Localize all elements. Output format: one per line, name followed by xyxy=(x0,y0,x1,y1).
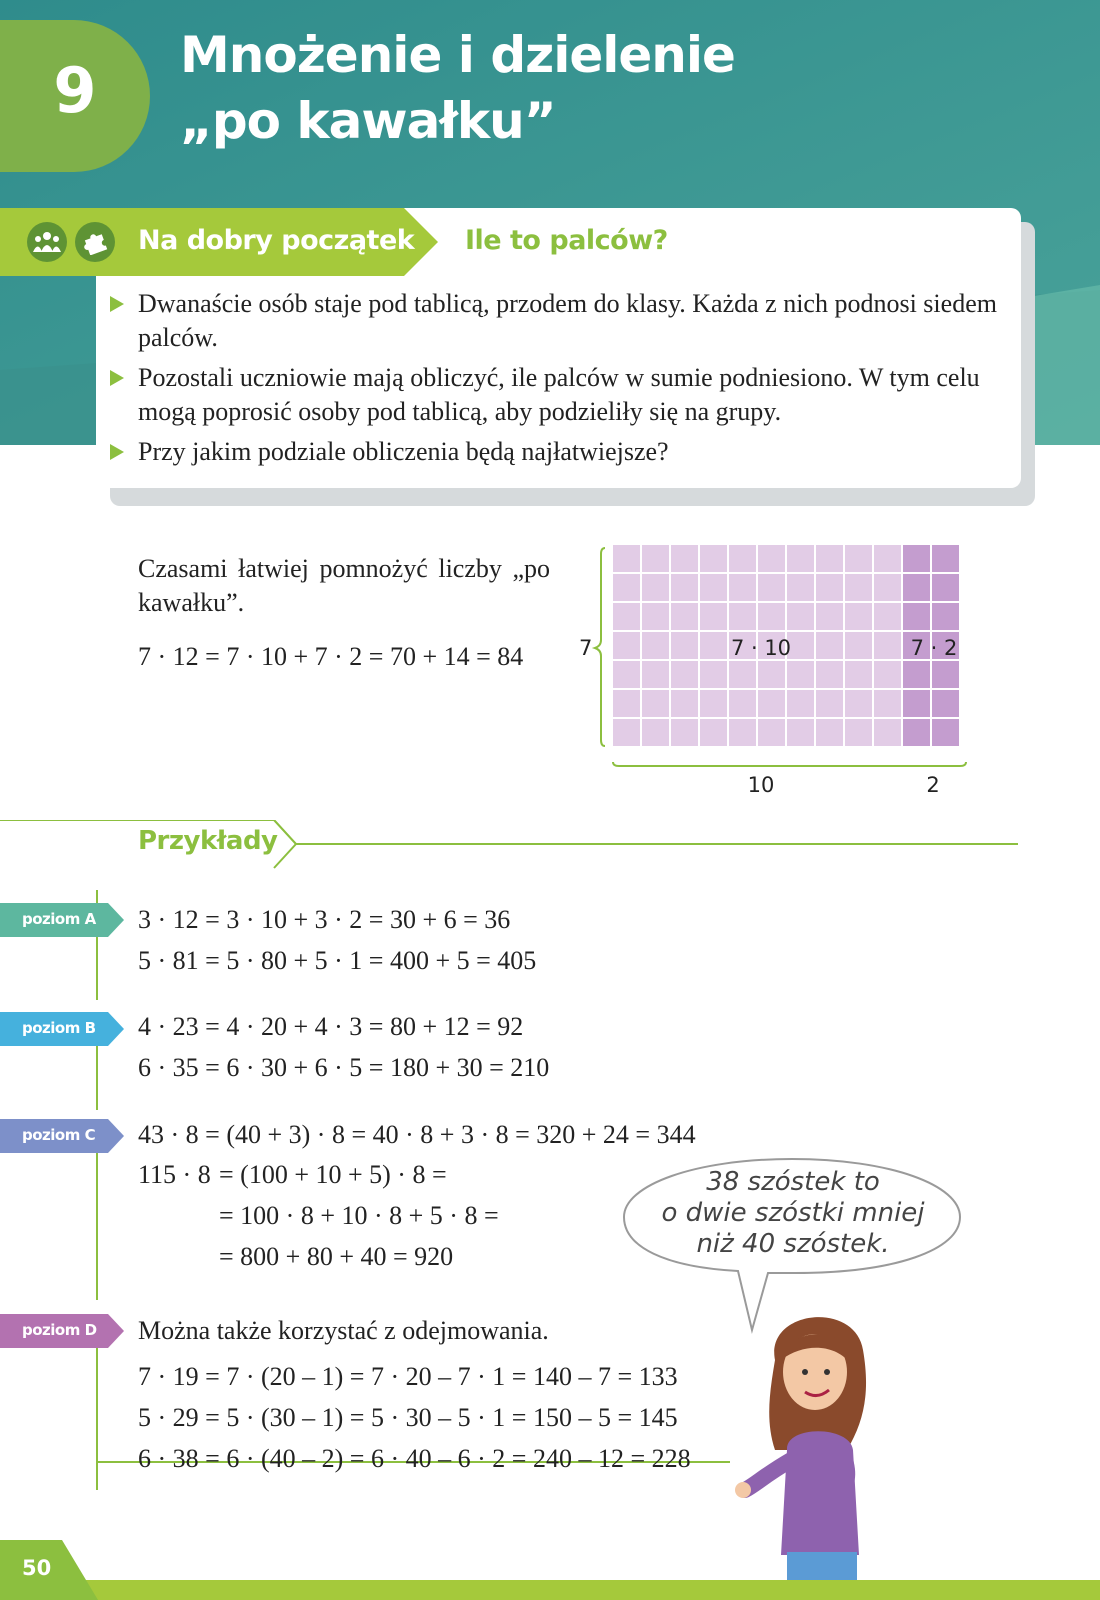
grid-cell xyxy=(874,632,901,659)
grid-cell xyxy=(758,690,785,717)
grid-cell xyxy=(613,661,640,688)
grid-cell xyxy=(874,574,901,601)
grid-cell xyxy=(845,603,872,630)
example-line: 5 · 81 = 5 · 80 + 5 · 1 = 400 + 5 = 405 xyxy=(138,946,537,975)
level-tag-label: poziom D xyxy=(22,1321,97,1339)
grid-cell xyxy=(729,545,756,572)
grid-cell xyxy=(671,545,698,572)
level-tag-d xyxy=(0,1314,124,1348)
level-line xyxy=(96,1140,98,1300)
page-number: 50 xyxy=(22,1556,52,1580)
grid-cell xyxy=(787,719,814,746)
grid-cell xyxy=(758,574,785,601)
grid-left-label: 7 · 10 xyxy=(730,636,792,660)
row-brace xyxy=(595,548,605,746)
grid-cell xyxy=(729,603,756,630)
bullet-arrow-icon xyxy=(110,296,124,312)
grid-cell xyxy=(642,603,669,630)
intro-title: Ile to palców? xyxy=(465,225,668,256)
example-line: 6 · 35 = 6 · 30 + 6 · 5 = 180 + 30 = 210 xyxy=(138,1053,550,1082)
grid-cell xyxy=(700,661,727,688)
grid-cell xyxy=(642,719,669,746)
grid-bottom-right-label: 2 xyxy=(926,773,940,797)
grid-cell xyxy=(613,603,640,630)
speech-bubble-text xyxy=(648,1167,938,1260)
grid-cell xyxy=(758,545,785,572)
bullet-text: Przy jakim podziale obliczenia będą najłatwiejsze? xyxy=(138,437,669,466)
example-line: 43 · 8 = (40 + 3) · 8 = 40 · 8 + 3 · 8 = 320 + 24 = 344 xyxy=(138,1120,696,1149)
grid-cell xyxy=(903,690,930,717)
list-item xyxy=(108,361,998,429)
grid-cell xyxy=(700,603,727,630)
example-line: 7 · 19 = 7 · (20 – 1) = 7 · 20 – 7 · 1 = 140 – 7 = 133 xyxy=(138,1362,678,1391)
grid-cell xyxy=(613,719,640,746)
bullet-arrow-icon xyxy=(110,444,124,460)
grid-cell xyxy=(700,574,727,601)
grid-cell xyxy=(903,719,930,746)
bullet-arrow-icon xyxy=(110,370,124,386)
grid-cell xyxy=(845,545,872,572)
list-item xyxy=(108,287,998,355)
bullet-text: Pozostali uczniowie mają obliczyć, ile palców w sumie podniesiono. W tym celu mogą poprosić osoby pod tablicą, aby podzieliły się na grupy. xyxy=(138,363,980,426)
example-line: = (100 + 10 + 5) · 8 = xyxy=(219,1160,447,1189)
grid-cell xyxy=(845,719,872,746)
grid-cell xyxy=(642,545,669,572)
speech-line: 38 szóstek to xyxy=(706,1167,880,1197)
grid-cell xyxy=(671,690,698,717)
example-line: 115 · 8 xyxy=(138,1160,211,1189)
grid-cell xyxy=(642,632,669,659)
example-line: = 800 + 80 + 40 = 920 xyxy=(219,1242,454,1271)
grid-cell xyxy=(816,719,843,746)
page-title-line-2: „po kawałku” xyxy=(180,92,556,150)
grid-cell xyxy=(729,719,756,746)
footer-bar xyxy=(0,1540,1100,1600)
example-line: 3 · 12 = 3 · 10 + 3 · 2 = 30 + 6 = 36 xyxy=(138,905,511,934)
examples-title: Przykłady xyxy=(138,826,278,856)
grid-cell xyxy=(700,719,727,746)
group-of-people-icon xyxy=(27,222,67,262)
grid-cell xyxy=(932,690,959,717)
intro-banner-label: Na dobry początek xyxy=(138,225,415,256)
grid-cell xyxy=(874,690,901,717)
grid-bottom-left-label: 10 xyxy=(747,773,775,797)
grid-row-label: 7 xyxy=(579,636,593,660)
grid-cell xyxy=(845,632,872,659)
grid-cell xyxy=(671,603,698,630)
grid-cell xyxy=(845,661,872,688)
multiplication-grid xyxy=(575,540,995,815)
grid-cell xyxy=(758,719,785,746)
puzzle-piece-icon xyxy=(75,222,115,262)
grid-cell xyxy=(787,545,814,572)
grid-cell xyxy=(845,690,872,717)
grid-cell xyxy=(903,545,930,572)
example-line: 5 · 29 = 5 · (30 – 1) = 5 · 30 – 5 · 1 = 150 – 5 = 145 xyxy=(138,1403,678,1432)
grid-cell xyxy=(932,603,959,630)
grid-cell xyxy=(874,661,901,688)
grid-cell xyxy=(787,603,814,630)
grid-cell xyxy=(816,574,843,601)
grid-cell xyxy=(671,719,698,746)
grid-cell xyxy=(903,574,930,601)
page-title xyxy=(180,22,735,154)
level-tag-label: poziom B xyxy=(22,1019,96,1037)
grid-cell xyxy=(729,690,756,717)
grid-cell xyxy=(729,574,756,601)
bullet-text: Dwanaście osób staje pod tablicą, przodem do klasy. Każda z nich podnosi siedem palców. xyxy=(138,289,997,352)
level-tag-a xyxy=(0,903,124,937)
level-tag-label: poziom A xyxy=(22,910,96,928)
grid-cell xyxy=(613,574,640,601)
grid-cell xyxy=(816,545,843,572)
grid-cell xyxy=(874,545,901,572)
example-line: 6 · 38 = 6 · (40 – 2) = 6 · 40 – 6 · 2 = 240 – 12 = 228 xyxy=(138,1444,691,1473)
grid-cell xyxy=(787,574,814,601)
grid-cell xyxy=(874,603,901,630)
intro-bullet-list xyxy=(108,287,998,475)
level-tag-c xyxy=(0,1119,124,1153)
level-tag-b xyxy=(0,1012,124,1046)
explanation-text: Czasami łatwiej pomnożyć liczby „po kawałku”. xyxy=(138,554,550,617)
grid-cell xyxy=(816,632,843,659)
column-brace xyxy=(613,762,966,766)
lesson-number: 9 xyxy=(53,54,97,127)
grid-cell xyxy=(932,574,959,601)
level-tag-label: poziom C xyxy=(22,1126,96,1144)
speech-line: o dwie szóstki mniej xyxy=(661,1198,925,1228)
grid-cell xyxy=(729,661,756,688)
example-line: Można także korzystać z odejmowania. xyxy=(138,1316,549,1345)
grid-cell xyxy=(700,632,727,659)
grid-cell xyxy=(613,690,640,717)
grid-cell xyxy=(932,545,959,572)
grid-cell xyxy=(874,719,901,746)
grid-cell xyxy=(903,603,930,630)
grid-cell xyxy=(787,690,814,717)
grid-cell xyxy=(816,690,843,717)
page-title-line-1: Mnożenie i dzielenie xyxy=(180,26,735,84)
grid-cell xyxy=(816,661,843,688)
grid-cell xyxy=(758,661,785,688)
grid-right-label: 7 · 2 xyxy=(910,636,958,660)
grid-cell xyxy=(932,719,959,746)
grid-cell xyxy=(758,603,785,630)
grid-cell xyxy=(700,690,727,717)
grid-cell xyxy=(787,661,814,688)
grid-cell xyxy=(642,574,669,601)
grid-cell xyxy=(671,574,698,601)
grid-cell xyxy=(613,632,640,659)
grid-cell xyxy=(700,545,727,572)
speech-line: niż 40 szóstek. xyxy=(696,1229,890,1259)
list-item xyxy=(108,435,998,469)
example-line: = 100 · 8 + 10 · 8 + 5 · 8 = xyxy=(219,1201,499,1230)
grid-cell xyxy=(642,690,669,717)
grid-cell xyxy=(845,574,872,601)
grid-cell xyxy=(642,661,669,688)
grid-cell xyxy=(671,632,698,659)
grid-cell xyxy=(932,661,959,688)
lesson-number-badge xyxy=(0,20,150,172)
example-line: 4 · 23 = 4 · 20 + 4 · 3 = 80 + 12 = 92 xyxy=(138,1012,524,1041)
main-equation: 7 · 12 = 7 · 10 + 7 · 2 = 70 + 14 = 84 xyxy=(138,642,524,671)
grid-cell xyxy=(903,661,930,688)
level-line xyxy=(96,1330,98,1490)
grid-cell xyxy=(613,545,640,572)
grid-cell xyxy=(816,603,843,630)
grid-cell xyxy=(671,661,698,688)
